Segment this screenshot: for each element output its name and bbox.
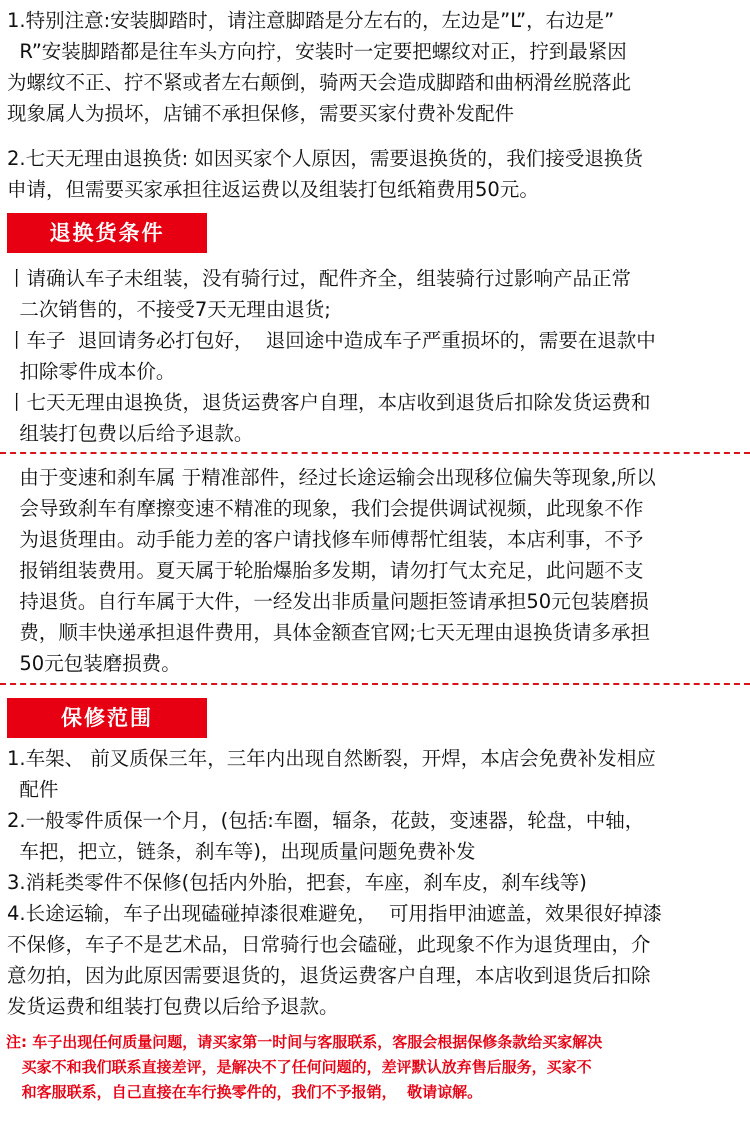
seven-day-return-policy: 2.七天无理由退换货: 如因买家个人原因，需要退换货的，我们接受退换货 申请，但需要买家承担往返运费以及组装打包纸箱费用50元。: [7, 147, 643, 201]
return-conditions-list: 丨请确认车子未组装，没有骑行过，配件齐全，组装骑行过影响产品正常 二次销售的，不接受7天无理由退货; 丨车子 退回请务必打包好， 退回途中造成车子严重损坏的，需要在退款中 扣除零件成本价。 丨七天无理由退换货，退货运费客户自理，本店收到退货后扣除发货运费和 组装打包费以后给予退款。: [7, 267, 656, 445]
warranty-scope-list: 1.车架、 前叉质保三年，三年内出现自然断裂，开焊，本店会免费补发相应 配件 2.一般零件质保一个月，(包括:车圈，辐条，花鼓，变速器，轮盘，中轴， 车把，把立，链条，刹车等)，出现质量问题免费补发 3.消耗类零件不保修(包括内外胎，把套，车座，刹车皮，刹车线等) 4.长途运输，车子出现磕碰掉漆很难避免， 可用指甲油遮盖，效果很好掉漆 不保修，车子不是艺术品，日常骑行也会磕碰，此现象不作为退货理由，介 意勿拍，因为此原因需要退货的，退货运费客户自理，本店收到退货后扣除 发货运费和组装打包费以后给予退款。: [7, 747, 663, 1018]
shipping-adjustment-notice: 由于变速和刹车属 于精准部件，经过长途运输会出现移位偏失等现象,所以 会导致刹车有摩擦变速不精准的现象，我们会提供调试视频，此现象不作 为退货理由。动手能力差的客户请找修车师傅帮忙组装，本店利事，不予 报销组装费用。夏天属于轮胎爆胎多发期，请勿打气太充足，此问题不支 持退货。自行车属于大件，一经发出非质量问题拒签请承担50元包装磨损 费，顺丰快递承担退件费用，具体金额查官网;七天无理由退换货请多承担 50元包装磨损费。: [19, 466, 656, 675]
section-divider: [0, 452, 750, 454]
warranty-scope-banner: 保修范围: [7, 698, 207, 738]
return-conditions-banner: 退换货条件: [7, 213, 207, 253]
customer-service-footer-note: 注: 车子出现任何质量问题，请买家第一时间与客服联系，客服会根据保修条款给买家解决 买家不和我们联系直接差评，是解决不了任何问题的，差评默认放弃售后服务，买家不 和客服联系，自己直接在车行换零件的，我们不予报销， 敬请谅解。: [6, 1033, 603, 1101]
section-divider: [0, 683, 750, 685]
pedal-notice: 1.特别注意:安装脚踏时，请注意脚踏是分左右的，左边是”L”，右边是” R”安装脚踏都是往车头方向拧，安装时一定要把螺纹对正，拧到最紧因 为螺纹不正、拧不紧或者左右颠倒，骑两天会造成脚踏和曲柄滑丝脱落此 现象属人为损坏，店铺不承担保修，需要买家付费补发配件: [7, 9, 632, 125]
